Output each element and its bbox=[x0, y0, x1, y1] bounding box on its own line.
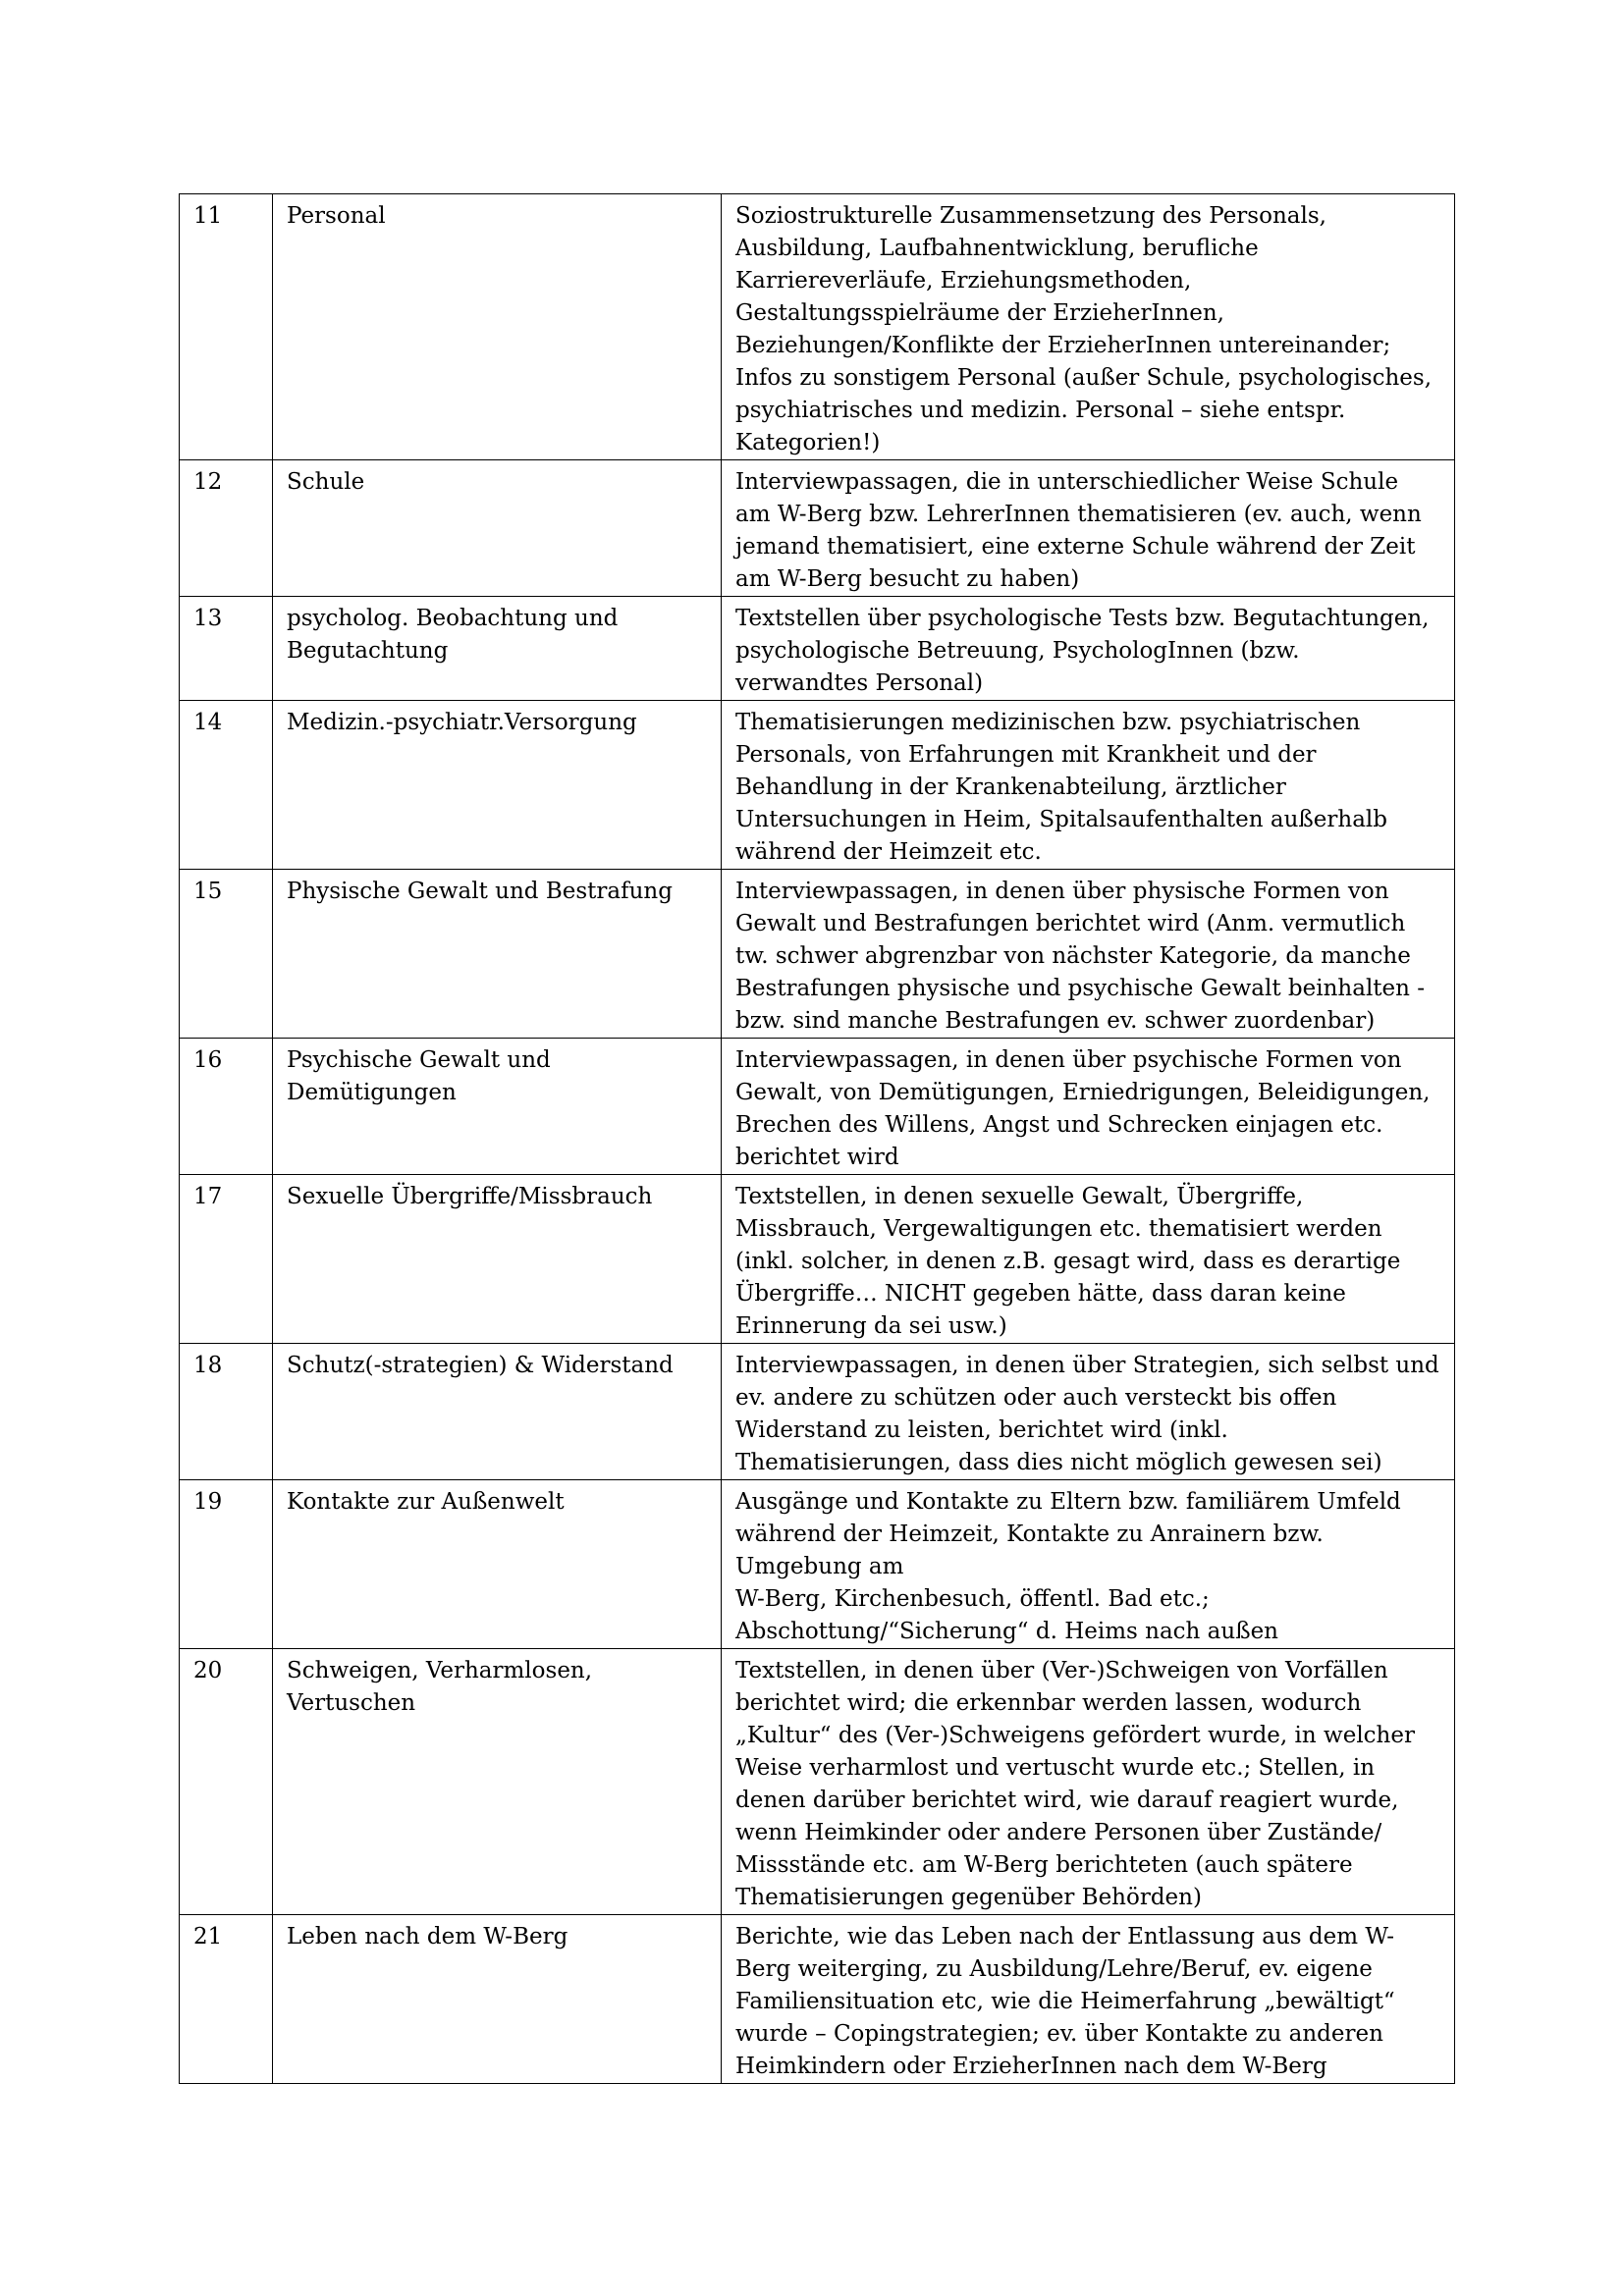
category-name: Medizin.-psychiatr.Versorgung bbox=[273, 701, 722, 870]
category-name: Schule bbox=[273, 460, 722, 597]
table-row bbox=[180, 701, 1455, 870]
category-description: Interviewpassagen, die in unterschiedlicher Weise Schule am W-Berg bzw. LehrerInnen thematisieren (ev. auch, wenn jemand thematisiert, eine externe Schule während der Zeit am W-Berg besucht zu haben) bbox=[722, 460, 1455, 597]
table-row bbox=[180, 1175, 1455, 1344]
row-number: 16 bbox=[180, 1039, 273, 1175]
category-name: psycholog. Beobachtung und Begutachtung bbox=[273, 597, 722, 701]
category-name: Leben nach dem W-Berg bbox=[273, 1915, 722, 2084]
category-table bbox=[179, 193, 1455, 2084]
category-description: Textstellen, in denen sexuelle Gewalt, Übergriffe, Missbrauch, Vergewaltigungen etc. thematisiert werden (inkl. solcher, in denen z.B. gesagt wird, dass es derartige Übergriffe… NICHT gegeben hätte, dass daran keine Erinnerung da sei usw.) bbox=[722, 1175, 1455, 1344]
row-number: 14 bbox=[180, 701, 273, 870]
table-row bbox=[180, 597, 1455, 701]
row-number: 21 bbox=[180, 1915, 273, 2084]
table-row bbox=[180, 1480, 1455, 1649]
category-description: Interviewpassagen, in denen über physische Formen von Gewalt und Bestrafungen berichtet wird (Anm. vermutlich tw. schwer abgrenzbar von nächster Kategorie, da manche Bestrafungen physische und psychische Gewalt beinhalten - bzw. sind manche Bestrafungen ev. schwer zuordenbar) bbox=[722, 870, 1455, 1039]
row-number: 19 bbox=[180, 1480, 273, 1649]
category-name: Psychische Gewalt und Demütigungen bbox=[273, 1039, 722, 1175]
category-description: Interviewpassagen, in denen über psychische Formen von Gewalt, von Demütigungen, Erniedrigungen, Beleidigungen, Brechen des Willens, Angst und Schrecken einjagen etc. berichtet wird bbox=[722, 1039, 1455, 1175]
category-description: Textstellen, in denen über (Ver-)Schweigen von Vorfällen berichtet wird; die erkennbar werden lassen, wodurch „Kultur“ des (Ver-)Schweigens gefördert wurde, in welcher Weise verharmlost und vertuscht wurde etc.; Stellen, in denen darüber berichtet wird, wie darauf reagiert wurde, wenn Heimkinder oder andere Personen über Zustände/ Missstände etc. am W-Berg berichteten (auch spätere Thematisierungen gegenüber Behörden) bbox=[722, 1649, 1455, 1915]
category-description: Thematisierungen medizinischen bzw. psychiatrischen Personals, von Erfahrungen mit Krankheit und der Behandlung in der Krankenabteilung, ärztlicher Untersuchungen in Heim, Spitalsaufenthalten außerhalb während der Heimzeit etc. bbox=[722, 701, 1455, 870]
table-row bbox=[180, 1915, 1455, 2084]
row-number: 20 bbox=[180, 1649, 273, 1915]
category-description: Berichte, wie das Leben nach der Entlassung aus dem W- Berg weiterging, zu Ausbildung/Lehre/Beruf, ev. eigene Familiensituation etc, wie die Heimerfahrung „bewältigt“ wurde – Copingstrategien; ev. über Kontakte zu anderen Heimkindern oder ErzieherInnen nach dem W-Berg bbox=[722, 1915, 1455, 2084]
category-description: Soziostrukturelle Zusammensetzung des Personals, Ausbildung, Laufbahnentwicklung, berufliche Karriereverläufe, Erziehungsmethoden, Gestaltungsspielräume der ErzieherInnen, Beziehungen/Konflikte der ErzieherInnen untereinander; Infos zu sonstigem Personal (außer Schule, psychologisches, psychiatrisches und medizin. Personal – siehe entspr. Kategorien!) bbox=[722, 194, 1455, 460]
table-row bbox=[180, 1344, 1455, 1480]
category-description: Interviewpassagen, in denen über Strategien, sich selbst und ev. andere zu schützen oder auch versteckt bis offen Widerstand zu leisten, berichtet wird (inkl. Thematisierungen, dass dies nicht möglich gewesen sei) bbox=[722, 1344, 1455, 1480]
category-table-body bbox=[180, 194, 1455, 2084]
category-description: Ausgänge und Kontakte zu Eltern bzw. familiärem Umfeld während der Heimzeit, Kontakte zu Anrainern bzw. Umgebung am W-Berg, Kirchenbesuch, öffentl. Bad etc.; Abschottung/“Sicherung“ d. Heims nach außen bbox=[722, 1480, 1455, 1649]
row-number: 18 bbox=[180, 1344, 273, 1480]
table-row bbox=[180, 1039, 1455, 1175]
table-row bbox=[180, 194, 1455, 460]
category-name: Personal bbox=[273, 194, 722, 460]
category-name: Sexuelle Übergriffe/Missbrauch bbox=[273, 1175, 722, 1344]
category-name: Schutz(-strategien) & Widerstand bbox=[273, 1344, 722, 1480]
row-number: 13 bbox=[180, 597, 273, 701]
category-name: Schweigen, Verharmlosen, Vertuschen bbox=[273, 1649, 722, 1915]
row-number: 11 bbox=[180, 194, 273, 460]
table-row bbox=[180, 870, 1455, 1039]
category-name: Physische Gewalt und Bestrafung bbox=[273, 870, 722, 1039]
category-name: Kontakte zur Außenwelt bbox=[273, 1480, 722, 1649]
table-row bbox=[180, 460, 1455, 597]
row-number: 17 bbox=[180, 1175, 273, 1344]
row-number: 12 bbox=[180, 460, 273, 597]
row-number: 15 bbox=[180, 870, 273, 1039]
category-description: Textstellen über psychologische Tests bzw. Begutachtungen, psychologische Betreuung, PsychologInnen (bzw. verwandtes Personal) bbox=[722, 597, 1455, 701]
table-row bbox=[180, 1649, 1455, 1915]
